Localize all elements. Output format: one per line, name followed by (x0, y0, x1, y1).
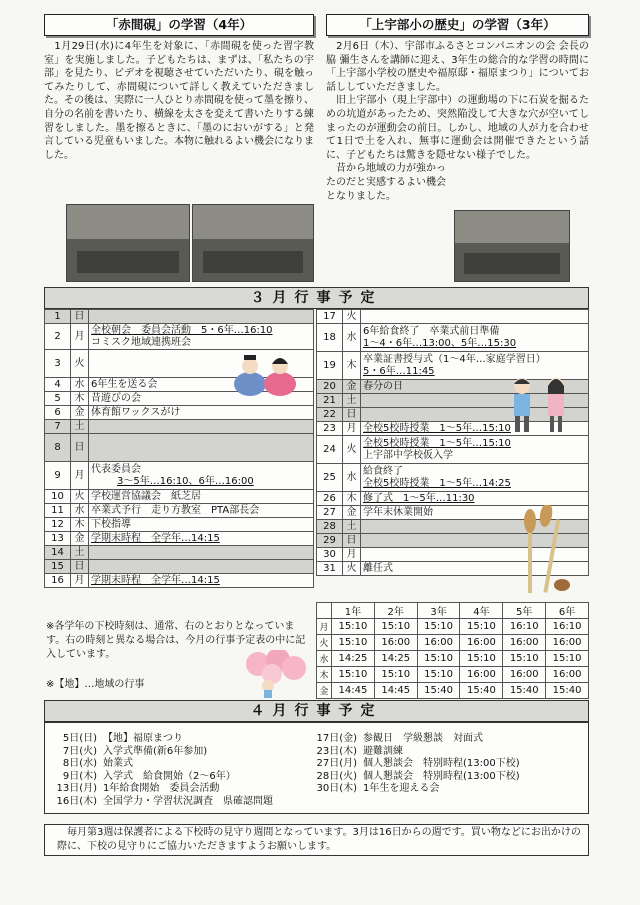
time-cell: 14:45 (374, 683, 417, 699)
weekday-cell: 月 (343, 548, 361, 562)
event-text-2: 上宇部中学校仮入学 (363, 449, 453, 461)
calendar-row (317, 310, 589, 324)
weekday-cell: 水 (343, 324, 361, 352)
april-event-row (47, 733, 273, 746)
calendar-row (45, 574, 314, 588)
event-cell (89, 462, 314, 490)
date-cell: 3 (45, 350, 71, 378)
april-events (44, 722, 589, 814)
calendar-row (45, 310, 314, 324)
date-cell: 2 (45, 324, 71, 350)
grade-header: 1年 (332, 603, 375, 619)
classroom-photo-1 (66, 204, 190, 282)
event-text-2: コミスク地域連携班会 (91, 336, 191, 348)
calendar-row (45, 420, 314, 434)
event-date: 7日(火) (62, 745, 97, 757)
event-text-2: 1～4・6年…13:00、5年…15:30 (363, 337, 517, 349)
date-cell: 12 (45, 518, 71, 532)
event-text: 学期末時程 全学年…14:15 (91, 532, 220, 544)
time-cell: 15:10 (417, 667, 460, 683)
grade-header: 2年 (374, 603, 417, 619)
local-event-legend: ※【地】…地域の行事 (46, 679, 145, 690)
event-text: 学年末休業開始 (363, 506, 433, 518)
event-text: 参観日 学級懇談 対面式 (363, 733, 483, 744)
graduation-children-illustration (500, 374, 580, 436)
calendar-row (45, 560, 314, 574)
grade-header: 4年 (460, 603, 503, 619)
top-articles (44, 14, 589, 284)
time-cell: 15:40 (546, 683, 589, 699)
weekday-cell: 水 (71, 504, 89, 518)
calendar-row (45, 518, 314, 532)
date-cell: 14 (45, 546, 71, 560)
date-cell: 20 (317, 380, 343, 394)
event-cell (361, 464, 589, 492)
event-cell (89, 434, 314, 462)
april-event-row (47, 771, 273, 784)
date-cell: 29 (317, 534, 343, 548)
weekday-cell: 月 (317, 619, 332, 635)
date-cell: 4 (45, 378, 71, 392)
april-event-row (307, 771, 520, 784)
event-cell (89, 406, 314, 420)
article-body-2: 旧上宇部小（現上宇部中）の運動場の下に石炭を掘るための坑道があったため、突然陥没して大きな穴が空いてしまったのが運動会の前日。しかし、地域の人が力を合わせて1日で土を入れ、無事に運動会は開催できたという話に、子どもたちは驚きを隠せない様子でした。 (326, 95, 589, 161)
event-text: 1年給食開始 委員会活動 (103, 783, 220, 794)
article-body-3: 昔から地域の力が強かったのだと実感するよい機会となりました。 (326, 163, 446, 202)
event-text: 卒業式予行 走り方教室 PTA部長会 (91, 504, 260, 516)
weekday-cell: 火 (317, 635, 332, 651)
event-cell (89, 546, 314, 560)
event-text: 離任式 (363, 562, 393, 574)
classroom-photo-2 (192, 204, 314, 282)
time-cell: 15:10 (417, 619, 460, 635)
date-cell: 1 (45, 310, 71, 324)
weekday-cell: 土 (71, 546, 89, 560)
april-events-left (47, 733, 273, 808)
weekday-cell: 水 (71, 378, 89, 392)
event-text: 全国学力・学習状況調査 県確認問題 (103, 795, 273, 807)
time-cell: 16:00 (460, 667, 503, 683)
grade-header: 6年 (546, 603, 589, 619)
cherry-blossom-illustration (238, 650, 310, 698)
times-row (317, 635, 589, 651)
time-cell: 14:25 (332, 651, 375, 667)
date-cell: 7 (45, 420, 71, 434)
weekday-cell: 火 (71, 490, 89, 504)
event-text: 昔遊びの会 (91, 392, 141, 404)
date-cell: 15 (45, 560, 71, 574)
time-cell: 15:10 (546, 651, 589, 667)
weekday-cell: 月 (71, 324, 89, 350)
event-text: 入学式準備(新6年参加) (103, 745, 208, 757)
date-cell: 27 (317, 506, 343, 520)
event-date: 9日(木) (62, 770, 97, 782)
date-cell: 26 (317, 492, 343, 506)
event-date: 30日(木) (316, 783, 357, 794)
calendar-row (45, 434, 314, 462)
weekday-cell: 木 (343, 492, 361, 506)
time-cell: 16:00 (546, 667, 589, 683)
date-cell: 30 (317, 548, 343, 562)
time-cell: 15:40 (503, 683, 546, 699)
march-schedule-header: ３月行事予定 (44, 287, 589, 309)
time-cell: 16:00 (503, 635, 546, 651)
event-text: 全校5校時授業 1～5年…15:10 (363, 437, 511, 449)
calendar-row (45, 324, 314, 350)
footer-notice: 毎月第3週は保護者による下校時の見守り週間となっています。3月は16日からの週です。買い物などにお出かけの際に、下校の見守りにご協力いただきますようお願いします。 (44, 824, 589, 856)
date-cell: 19 (317, 352, 343, 380)
event-text: 始業式 (103, 758, 133, 769)
calendar-row (317, 436, 589, 464)
april-event-row (307, 733, 520, 746)
article-body-1: 2月6日（木）、宇部市ふるさとコンパニオンの会 会長の脇 彌生さんを講師に迎え、3年生の総合的な学習の時間に「上宇部小学校の歴史や福原邸・福原まつり」についてお話ししていただきました。 (326, 41, 589, 93)
article-body: 1月29日(水)に4年生を対象に、「赤間硯を使った習字教室」を実施しました。子どもたちは、まずは、「私たちの宇部」を見たり、ビデオを視聴させていただいたり、硯を触ってみたりして、赤間硯について詳しく教えていただきました。その後は、実際に一人ひとり赤間硯を使って墨を擦り、自分の名前を書いたり、横線を太さを変えて書いたりする練習をしました。墨を擦るときに、「墨のにおいがする」と発言している児童もいました。本物に触れるよい機会になりました。 (44, 41, 314, 161)
time-cell: 14:25 (374, 651, 417, 667)
event-cell (89, 504, 314, 518)
event-text-2: 3～5年…16:10、6年…16:00 (117, 475, 254, 487)
weekday-cell: 土 (343, 520, 361, 534)
times-row (317, 683, 589, 699)
article-title: 「上宇部小の歴史」の学習（3年） (326, 14, 589, 36)
calendar-row (45, 406, 314, 420)
event-date: 8日(水) (62, 758, 97, 769)
time-cell: 15:40 (460, 683, 503, 699)
grade-header: 3年 (417, 603, 460, 619)
time-cell: 15:10 (374, 667, 417, 683)
event-text: 学校運営協議会 紙芝居 (91, 490, 201, 502)
time-cell: 15:10 (374, 619, 417, 635)
weekday-cell: 月 (343, 422, 361, 436)
dismissal-times-table (316, 602, 589, 699)
event-text: 入学式 給食開始（2～6年） (103, 770, 236, 782)
event-cell (89, 560, 314, 574)
april-event-row (307, 746, 520, 759)
times-row (317, 619, 589, 635)
april-event-row (307, 783, 520, 796)
calendar-row (317, 464, 589, 492)
event-text: 修了式 1～5年…11:30 (363, 492, 475, 504)
event-date: 28日(火) (316, 770, 357, 782)
event-date: 5日(日) (62, 733, 97, 744)
event-text: 避難訓練 (363, 745, 403, 757)
weekday-cell: 木 (71, 392, 89, 406)
event-text: 体育館ワックスがけ (91, 406, 181, 418)
calendar-row (45, 462, 314, 490)
time-cell: 16:10 (503, 619, 546, 635)
lecture-photo (454, 210, 570, 282)
date-cell: 22 (317, 408, 343, 422)
event-cell (89, 574, 314, 588)
weekday-cell: 月 (71, 462, 89, 490)
weekday-cell: 土 (343, 394, 361, 408)
event-text: 代表委員会 (91, 463, 141, 475)
weekday-cell: 火 (343, 562, 361, 576)
calendar-row (45, 504, 314, 518)
event-text: 個人懇談会 特別時程(13:00下校) (363, 770, 520, 782)
event-cell (89, 310, 314, 324)
time-cell: 15:10 (332, 619, 375, 635)
calendar-row (45, 532, 314, 546)
event-text: 個人懇談会 特別時程(13:00下校) (363, 758, 520, 769)
grade-header: 5年 (503, 603, 546, 619)
april-event-row (307, 758, 520, 771)
event-text: 全校5校時授業 1～5年…15:10 (363, 422, 511, 434)
april-schedule-header: ４月行事予定 (44, 700, 589, 722)
event-cell (361, 492, 589, 506)
weekday-cell: 日 (343, 534, 361, 548)
event-cell (89, 324, 314, 350)
weekday-cell: 金 (71, 532, 89, 546)
date-cell: 10 (45, 490, 71, 504)
weekday-cell: 木 (343, 352, 361, 380)
date-cell: 17 (317, 310, 343, 324)
date-cell: 16 (45, 574, 71, 588)
times-header-row (317, 603, 589, 619)
calendar-row (317, 324, 589, 352)
calendar-row (45, 546, 314, 560)
times-row (317, 651, 589, 667)
article-akama-suzuri (44, 14, 314, 284)
time-cell: 15:10 (417, 651, 460, 667)
article-kamiube-history (326, 14, 589, 284)
event-text: 全校朝会 委員会活動 5・6年…16:10 (91, 324, 273, 336)
weekday-cell: 日 (71, 560, 89, 574)
date-cell: 11 (45, 504, 71, 518)
event-text: 給食終了 (363, 465, 403, 477)
april-event-row (47, 758, 273, 771)
calendar-row (45, 490, 314, 504)
event-text: 6年生を送る会 (91, 378, 158, 390)
date-cell: 21 (317, 394, 343, 408)
time-cell: 16:00 (503, 667, 546, 683)
time-cell: 14:45 (332, 683, 375, 699)
event-text: 1年生を迎える会 (363, 783, 440, 794)
date-cell: 6 (45, 406, 71, 420)
weekday-cell: 火 (71, 350, 89, 378)
time-cell: 16:00 (546, 635, 589, 651)
date-cell: 5 (45, 392, 71, 406)
date-cell: 25 (317, 464, 343, 492)
event-cell (89, 532, 314, 546)
event-text: 春分の日 (363, 380, 403, 392)
time-cell: 16:00 (417, 635, 460, 651)
date-cell: 18 (317, 324, 343, 352)
date-cell: 13 (45, 532, 71, 546)
time-cell: 15:10 (460, 651, 503, 667)
time-cell: 15:10 (503, 651, 546, 667)
hina-doll-illustration (230, 350, 300, 398)
corner-cell (317, 603, 332, 619)
event-cell (89, 518, 314, 532)
april-event-row (47, 783, 273, 796)
date-cell: 23 (317, 422, 343, 436)
weekday-cell: 金 (71, 406, 89, 420)
time-cell: 16:10 (546, 619, 589, 635)
time-cell: 16:00 (374, 635, 417, 651)
time-cell: 15:40 (417, 683, 460, 699)
date-cell: 8 (45, 434, 71, 462)
weekday-cell: 水 (343, 464, 361, 492)
event-text: 6年給食終了 卒業式前日準備 (363, 325, 500, 337)
time-cell: 15:10 (332, 667, 375, 683)
event-text: 【地】福原まつり (103, 733, 183, 744)
event-cell (89, 490, 314, 504)
article-title: 「赤間硯」の学習（4年） (44, 14, 314, 36)
april-events-right (307, 733, 520, 796)
weekday-cell: 金 (317, 683, 332, 699)
event-text: 卒業証書授与式（1～4年…家庭学習日） (363, 353, 546, 365)
horsetail-illustration (510, 505, 580, 595)
event-text-2: 5・6年…11:45 (363, 365, 435, 377)
event-cell (361, 324, 589, 352)
event-date: 27日(月) (316, 758, 357, 769)
weekday-cell: 金 (343, 506, 361, 520)
weekday-cell: 土 (71, 420, 89, 434)
weekday-cell: 木 (71, 518, 89, 532)
date-cell: 31 (317, 562, 343, 576)
event-cell (361, 310, 589, 324)
event-text: 学期末時程 全学年…14:15 (91, 574, 220, 586)
event-date: 16日(木) (56, 795, 97, 807)
event-date: 23日(木) (316, 745, 357, 757)
weekday-cell: 火 (343, 310, 361, 324)
date-cell: 28 (317, 520, 343, 534)
event-date: 13日(月) (56, 783, 97, 794)
event-cell (89, 420, 314, 434)
calendar-row (317, 492, 589, 506)
event-cell (361, 436, 589, 464)
event-date: 17日(金) (316, 733, 357, 744)
times-row (317, 667, 589, 683)
weekday-cell: 金 (343, 380, 361, 394)
weekday-cell: 日 (343, 408, 361, 422)
weekday-cell: 水 (317, 651, 332, 667)
event-text: 下校指導 (91, 518, 131, 530)
weekday-cell: 火 (343, 436, 361, 464)
event-text-2: 全校5校時授業 1～5年…14:25 (363, 477, 511, 489)
april-event-row (47, 746, 273, 759)
time-cell: 15:10 (460, 619, 503, 635)
date-cell: 24 (317, 436, 343, 464)
april-event-row (47, 796, 273, 809)
weekday-cell: 月 (71, 574, 89, 588)
time-cell: 15:10 (332, 635, 375, 651)
weekday-cell: 木 (317, 667, 332, 683)
time-cell: 16:00 (460, 635, 503, 651)
date-cell: 9 (45, 462, 71, 490)
weekday-cell: 日 (71, 434, 89, 462)
note-text: ※各学年の下校時刻は、通常、右のとおりとなっています。右の時刻と異なる場合は、今月の行事予定表の中に記入しています。 (46, 621, 306, 660)
weekday-cell: 日 (71, 310, 89, 324)
